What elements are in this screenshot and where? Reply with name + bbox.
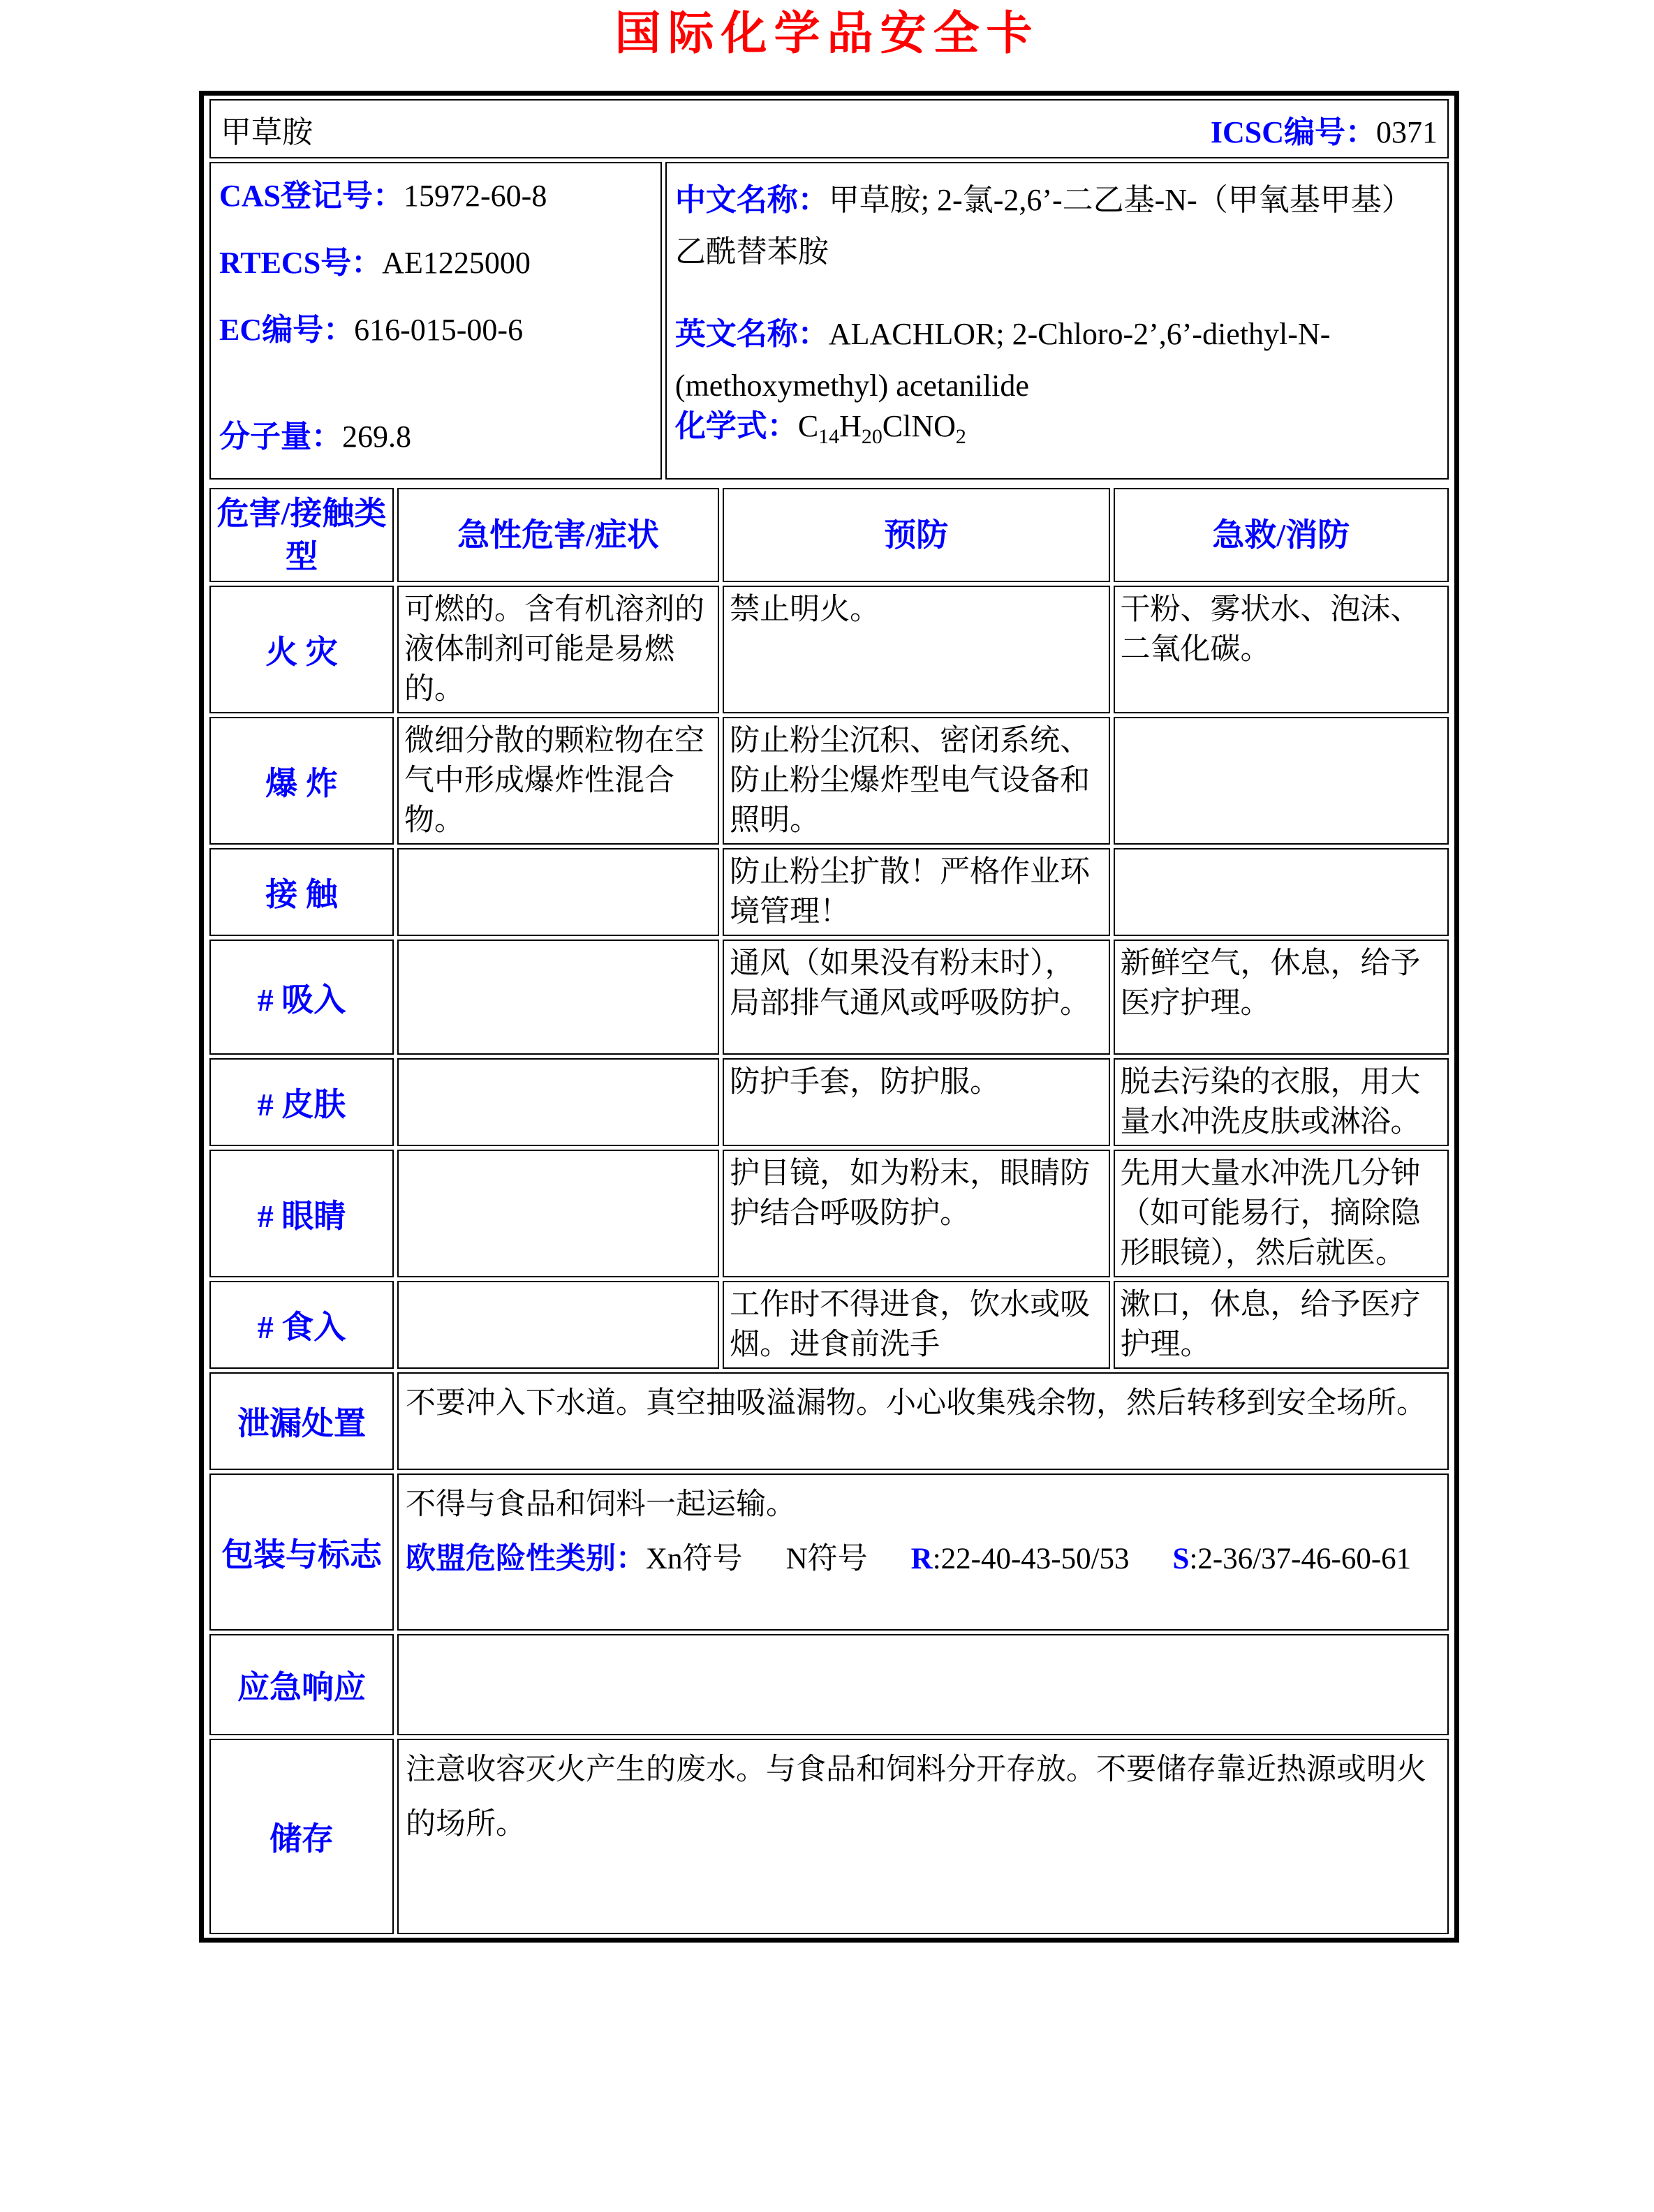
- fire-response-cell: 干粉、雾状水、泡沫、二氧化碳。: [1114, 586, 1449, 713]
- skin-symptoms-cell: [397, 1058, 719, 1146]
- substance-name: 甲草胺: [221, 114, 313, 149]
- packaging-transport-note: 不得与食品和饲料一起运输。: [406, 1488, 796, 1521]
- explosion-response-cell: [1114, 717, 1449, 845]
- eu-hazard-class-label: 欧盟危险性类别：: [406, 1543, 646, 1575]
- cas-label: CAS登记号：: [219, 179, 404, 213]
- rtecs-line: [219, 242, 652, 285]
- row-storage: [209, 1739, 1449, 1934]
- english-name-value: ALACHLOR; 2-Chloro-2’,6’-diethyl-N-(methoxymethyl) acetanilide: [674, 317, 1331, 403]
- row-skin: [209, 1058, 1449, 1146]
- molecular-weight-label: 分子量：: [219, 420, 342, 454]
- header-acute-symptoms: 急性危害/症状: [397, 488, 719, 582]
- chinese-name-value: 甲草胺; 2-氯-2,6’-二乙基-N-（甲氧基甲基）乙酰替苯胺: [674, 183, 1412, 269]
- english-name-label: 英文名称：: [674, 317, 829, 351]
- row-ingestion: [209, 1281, 1449, 1369]
- row-inhalation: [209, 940, 1449, 1055]
- explosion-prevention-cell: 防止粉尘沉积、密闭系统、防止粉尘爆炸型电气设备和照明。: [723, 717, 1109, 845]
- formula-line: [675, 405, 1439, 459]
- cas-line: [219, 175, 652, 218]
- emergency-response-text: [397, 1634, 1449, 1735]
- molecular-weight-line: [219, 415, 652, 459]
- explosion-symptoms-cell: 微细分散的颗粒物在空气中形成爆炸性混合物。: [397, 717, 719, 845]
- row-explosion: [209, 717, 1449, 845]
- row-packaging-labelling: [209, 1474, 1449, 1631]
- registry-ids-cell: [209, 162, 662, 480]
- fire-symptoms-cell: 可燃的。含有机溶剂的液体制剂可能是易燃的。: [397, 586, 719, 713]
- emergency-response-label: 应急响应: [209, 1634, 394, 1735]
- page-title: 国际化学品安全卡: [614, 8, 1040, 59]
- s-phrases-value: :2-36/37-46-60-61: [1189, 1543, 1412, 1575]
- storage-text: 注意收容灭火产生的废水。与食品和饲料分开存放。不要储存靠近热源或明火的场所。: [397, 1739, 1449, 1934]
- storage-label: 储存: [209, 1739, 394, 1934]
- chinese-name-para: [675, 175, 1439, 278]
- eyes-symptoms-cell: [397, 1150, 719, 1277]
- substance-title-row: [209, 99, 1449, 158]
- row-spill-disposal: [209, 1372, 1449, 1470]
- row-fire: [209, 586, 1449, 713]
- names-cell: [665, 162, 1449, 480]
- ec-label: EC编号：: [219, 313, 355, 347]
- n-symbol: N符号: [785, 1543, 868, 1575]
- skin-prevention-cell: 防护手套，防护服。: [723, 1058, 1109, 1146]
- header-hazard-type: 危害/接触类型: [209, 488, 394, 582]
- xn-symbol: Xn符号: [646, 1543, 743, 1575]
- formula-label: 化学式：: [674, 409, 798, 444]
- packaging-labelling-cell: [397, 1474, 1449, 1631]
- ingestion-response-cell: 漱口，休息，给予医疗护理。: [1114, 1281, 1449, 1369]
- molecular-weight-value: 269.8: [342, 420, 411, 454]
- chemical-formula: $C_{14}H_{20}ClNO_2$: [797, 409, 966, 448]
- identifiers-row: [209, 162, 1449, 480]
- ec-line: [219, 309, 652, 352]
- english-name-para: [675, 309, 1439, 412]
- hazard-table: [206, 484, 1452, 1938]
- r-phrases-key: R: [910, 1543, 933, 1575]
- icsc-number-group: [1211, 107, 1438, 151]
- inhalation-label: # 吸入: [209, 940, 394, 1055]
- icsc-number: 0371: [1376, 114, 1438, 149]
- cas-value: 15972-60-8: [404, 179, 547, 213]
- ingestion-prevention-cell: 工作时不得进食，饮水或吸烟。进食前洗手: [723, 1281, 1109, 1369]
- packaging-labelling-label: 包装与标志: [209, 1474, 394, 1631]
- rtecs-label: RTECS号：: [219, 246, 383, 280]
- contact-label: 接 触: [209, 848, 394, 936]
- substance-title-cell: [209, 99, 1449, 158]
- inhalation-response-cell: 新鲜空气，休息，给予医疗护理。: [1114, 940, 1449, 1055]
- safety-card-frame: [199, 91, 1459, 1943]
- eu-hazard-class-line: [406, 1532, 1495, 1587]
- explosion-label: 爆 炸: [209, 717, 394, 845]
- rtecs-value: AE1225000: [382, 246, 531, 280]
- spill-disposal-label: 泄漏处置: [209, 1372, 394, 1470]
- row-contact: [209, 848, 1449, 936]
- skin-response-cell: 脱去污染的衣服，用大量水冲洗皮肤或淋浴。: [1114, 1058, 1449, 1146]
- contact-response-cell: [1114, 848, 1449, 936]
- ingestion-symptoms-cell: [397, 1281, 719, 1369]
- eyes-prevention-cell: 护目镜，如为粉末，眼睛防护结合呼吸防护。: [723, 1150, 1109, 1277]
- ingestion-label: # 食入: [209, 1281, 394, 1369]
- r-phrases-value: :22-40-43-50/53: [932, 1543, 1130, 1575]
- inhalation-symptoms-cell: [397, 940, 719, 1055]
- header-first-aid: 急救/消防: [1114, 488, 1449, 582]
- s-phrases-key: S: [1172, 1543, 1190, 1575]
- eyes-response-cell: 先用大量水冲洗几分钟（如可能易行，摘除隐形眼镜），然后就医。: [1114, 1150, 1449, 1277]
- fire-label: 火 灾: [209, 586, 394, 713]
- fire-prevention-cell: 禁止明火。: [723, 586, 1109, 713]
- chinese-name-label: 中文名称：: [674, 183, 829, 217]
- hazard-header-row: [209, 488, 1449, 582]
- eyes-label: # 眼睛: [209, 1150, 394, 1277]
- row-emergency-response: [209, 1634, 1449, 1735]
- skin-label: # 皮肤: [209, 1058, 394, 1146]
- identification-table: [206, 96, 1452, 483]
- contact-prevention-cell: 防止粉尘扩散！严格作业环境管理！: [723, 848, 1109, 936]
- contact-symptoms-cell: [397, 848, 719, 936]
- row-eyes: [209, 1150, 1449, 1277]
- ec-value: 616-015-00-6: [354, 313, 524, 347]
- header-prevention: 预防: [723, 488, 1109, 582]
- spill-disposal-text: 不要冲入下水道。真空抽吸溢漏物。小心收集残余物，然后转移到安全场所。: [397, 1372, 1449, 1470]
- icsc-label: ICSC编号：: [1210, 114, 1376, 149]
- inhalation-prevention-cell: 通风（如果没有粉末时），局部排气通风或呼吸防护。: [723, 940, 1109, 1055]
